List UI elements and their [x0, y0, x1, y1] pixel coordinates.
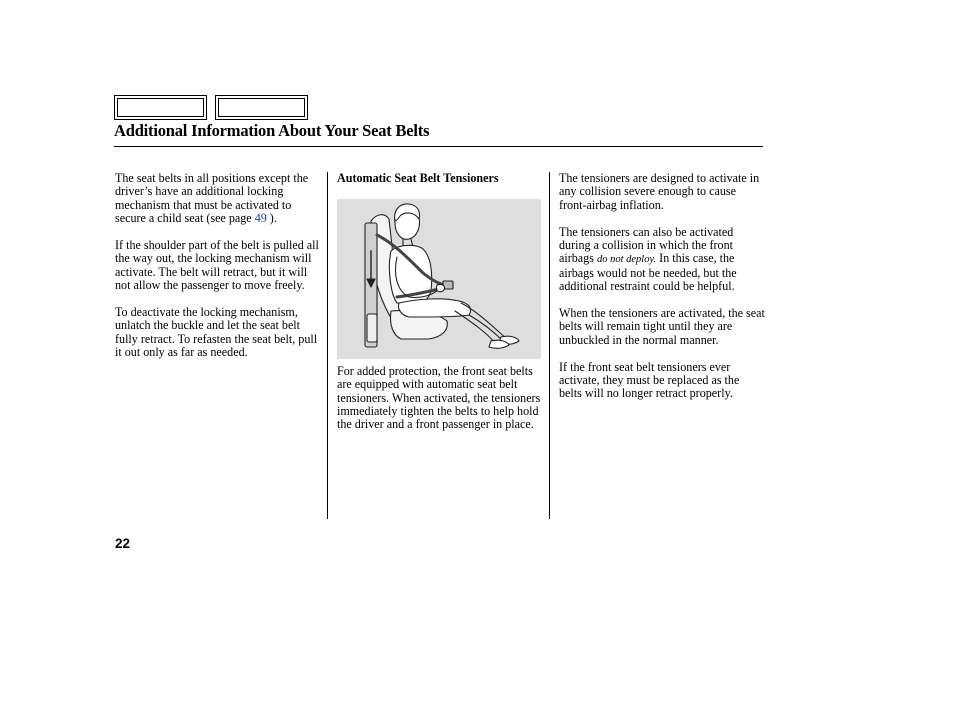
- paragraph: [559, 226, 765, 294]
- paragraph: If the front seat belt tensioners ever activate, they must be replaced as the belts will no longer retract properly.: [559, 359, 740, 401]
- column-2: [337, 172, 543, 445]
- text: The tensioners can also be activated during a collision in which the front airbags: [559, 224, 734, 266]
- seat-belt-illustration: [337, 199, 541, 359]
- paragraph: For added protection, the front seat belts are equipped with automatic seat belt tensioners. When activated, the tensioners immediately tighten the belts to help hold the driver and a front passenger in place.: [337, 363, 541, 432]
- text: ).: [266, 211, 277, 226]
- column-divider: [549, 172, 550, 519]
- paragraph: To deactivate the locking mechanism, unlatch the buckle and let the seat belt fully retract. To refasten the seat belt, pull it out only as far as needed.: [115, 305, 318, 360]
- paragraph: If the shoulder part of the belt is pulled all the way out, the locking mechanism will activate. The belt will retract, but it will not allow the passenger to move freely.: [115, 238, 319, 293]
- column-1: [115, 172, 320, 373]
- page-title: Additional Information About Your Seat Belts: [114, 121, 430, 140]
- column-3: [559, 172, 765, 414]
- nav-button-frame: [117, 98, 204, 117]
- paragraph: [115, 172, 320, 226]
- title-divider: [114, 146, 763, 147]
- paragraph: When the tensioners are activated, the seat belts will remain tight until they are unbuckled in the normal manner.: [559, 306, 765, 347]
- nav-button-frame: [218, 98, 305, 117]
- page-link[interactable]: 49: [254, 211, 267, 226]
- nav-button-next[interactable]: [215, 95, 308, 120]
- emphasis: do not deploy.: [596, 254, 657, 266]
- text: The seat belts in all positions except the driver’s have an additional locking mechanism that must be activated to secure a child seat (see page: [115, 171, 309, 226]
- paragraph: The tensioners are designed to activate in any collision severe enough to cause front-airbag inflation.: [559, 171, 760, 212]
- column-divider: [327, 172, 328, 519]
- nav-button-prev[interactable]: [114, 95, 207, 120]
- page-number: 22: [115, 536, 131, 551]
- text: In this case, the airbags would not be needed, but the additional restraint could be helpful.: [559, 251, 737, 294]
- section-heading: Automatic Seat Belt Tensioners: [337, 171, 499, 185]
